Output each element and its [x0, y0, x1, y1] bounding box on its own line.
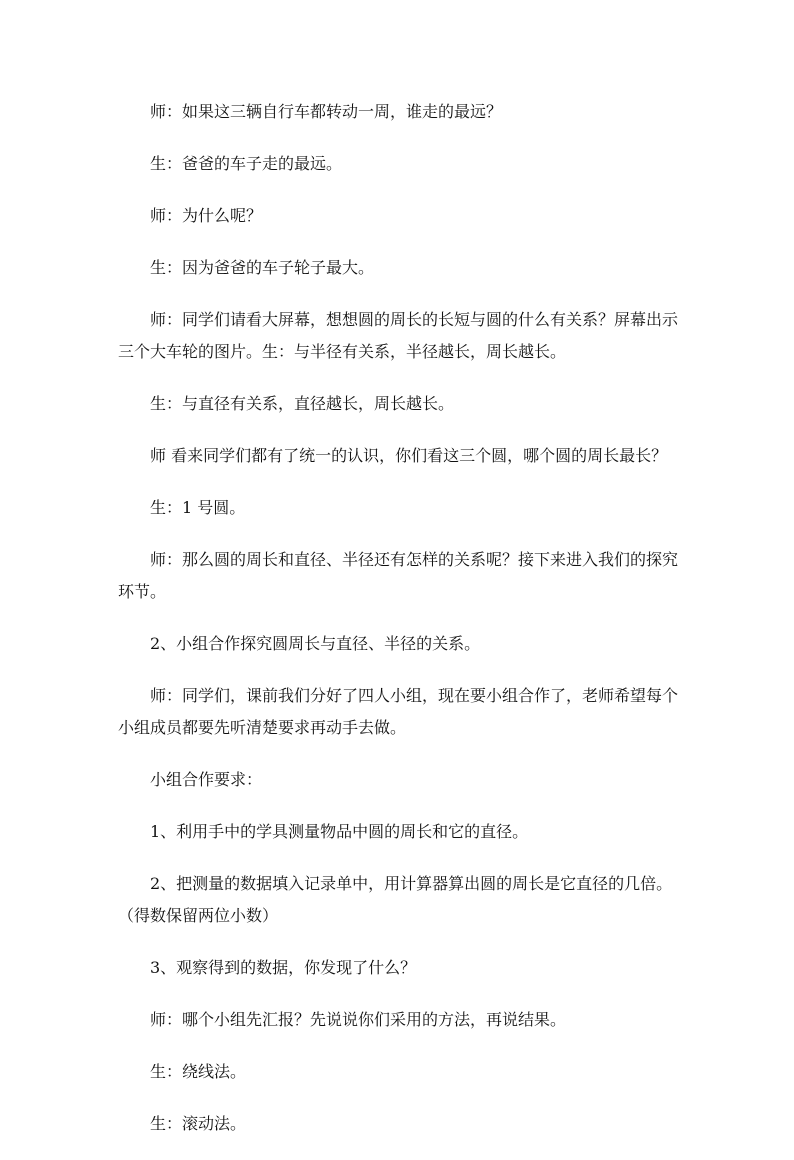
paragraph-17: 生：绕线法。 — [150, 1062, 247, 1081]
paragraph-9: 师：那么圆的周长和直径、半径还有怎样的关系呢？接下来进入我们的探究环节。 — [118, 550, 679, 601]
paragraph-2: 生：爸爸的车子走的最远。 — [150, 154, 343, 173]
paragraph-13: 1、利用手中的学具测量物品中圆的周长和它的直径。 — [150, 822, 529, 841]
paragraph-6: 生：与直径有关系，直径越长，周长越长。 — [150, 394, 455, 413]
paragraph-16: 师：哪个小组先汇报？先说说你们采用的方法，再说结果。 — [150, 1010, 567, 1029]
paragraph-5: 师：同学们请看大屏幕，想想圆的周长的长短与圆的什么有关系？屏幕出示三个大车轮的图片。生：与半径有关系，半径越长，周长越长。 — [118, 310, 679, 361]
paragraph-18: 生：滚动法。 — [150, 1114, 247, 1133]
paragraph-3: 师：为什么呢？ — [150, 206, 263, 225]
paragraph-7: 师 看来同学们都有了统一的认识，你们看这三个圆，哪个圆的周长最长？ — [150, 446, 668, 465]
paragraph-4: 生：因为爸爸的车子轮子最大。 — [150, 258, 375, 277]
paragraph-15: 3、观察得到的数据，你发现了什么？ — [150, 958, 417, 977]
paragraph-8: 生：1 号圆。 — [150, 498, 246, 517]
paragraph-11: 师：同学们，课前我们分好了四人小组，现在要小组合作了，老师希望每个小组成员都要先听清楚要求再动手去做。 — [118, 686, 679, 737]
paragraph-12: 小组合作要求： — [150, 770, 263, 789]
paragraph-14: 2、把测量的数据填入记录单中，用计算器算出圆的周长是它直径的几倍。（得数保留两位小数） — [118, 874, 673, 925]
document-body — [118, 96, 678, 1160]
paragraph-10: 2、小组合作探究圆周长与直径、半径的关系。 — [150, 634, 481, 653]
paragraph-1: 师：如果这三辆自行车都转动一周，谁走的最远？ — [150, 102, 503, 121]
